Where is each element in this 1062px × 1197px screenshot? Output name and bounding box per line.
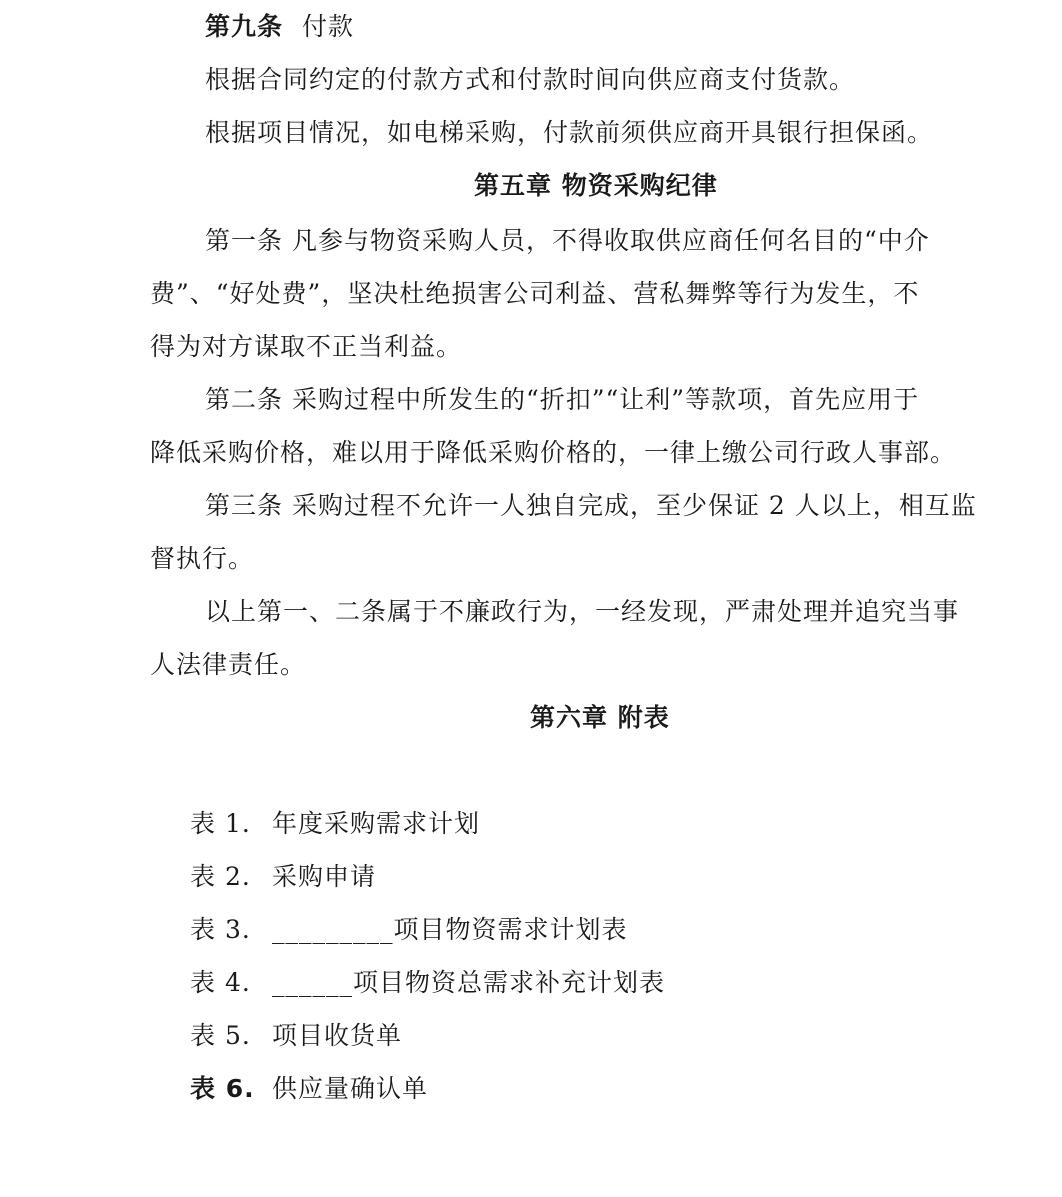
article-9-heading [205, 10, 354, 44]
chapter-5-article-1-line-3: 得为对方谋取不正当利益。 [150, 332, 463, 361]
article-9-paragraph-2: 根据项目情况，如电梯采购，付款前须供应商开具银行担保函。 [205, 118, 934, 147]
attachment-title: _________项目物资需求计划表 [272, 915, 628, 944]
attachment-item-6 [190, 1072, 428, 1106]
chapter-5-article-1-line-1: 第一条 凡参与物资采购人员，不得收取供应商任何名目的“中介 [205, 226, 930, 255]
attachment-title: 年度采购需求计划 [272, 809, 481, 838]
chapter-6-title: 第六章 附表 [530, 703, 670, 732]
attachment-number: 表 4. [190, 968, 251, 997]
attachment-number: 表 2. [190, 862, 251, 891]
chapter-5-title: 第五章 物资采购纪律 [474, 171, 718, 200]
article-9-label: 第九条 [205, 12, 284, 41]
attachment-item-2 [190, 860, 376, 894]
attachment-number: 表 3. [190, 915, 251, 944]
attachment-number: 表 5. [190, 1021, 251, 1050]
attachment-item-4 [190, 966, 665, 1000]
chapter-5-article-1-line-2: 费”、“好处费”，坚决杜绝损害公司利益、营私舞弊等行为发生，不 [150, 279, 920, 308]
article-9-title: 付款 [301, 12, 354, 41]
article-9-paragraph-1: 根据合同约定的付款方式和付款时间向供应商支付货款。 [205, 65, 856, 94]
attachment-number: 表 6. [190, 1074, 255, 1103]
attachment-item-5 [190, 1019, 402, 1053]
attachment-title: 供应量确认单 [272, 1074, 429, 1103]
chapter-5-article-2-line-2: 降低采购价格，难以用于降低采购价格的，一律上缴公司行政人事部。 [150, 438, 957, 467]
chapter-5-article-3-line-1: 第三条 采购过程不允许一人独自完成，至少保证 2 人以上，相互监 [205, 491, 977, 520]
attachment-title: ______项目物资总需求补充计划表 [272, 968, 666, 997]
attachment-item-1 [190, 807, 480, 841]
chapter-5-note-line-1: 以上第一、二条属于不廉政行为，一经发现，严肃处理并追究当事 [205, 597, 960, 626]
chapter-5-note-line-2: 人法律责任。 [150, 650, 307, 679]
attachment-title: 采购申请 [272, 862, 377, 891]
chapter-5-article-2-line-1: 第二条 采购过程中所发生的“折扣”“让利”等款项，首先应用于 [205, 385, 920, 414]
chapter-5-article-3-line-2: 督执行。 [150, 544, 255, 573]
attachment-number: 表 1. [190, 809, 251, 838]
attachment-title: 项目收货单 [272, 1021, 403, 1050]
attachment-item-3 [190, 913, 628, 947]
